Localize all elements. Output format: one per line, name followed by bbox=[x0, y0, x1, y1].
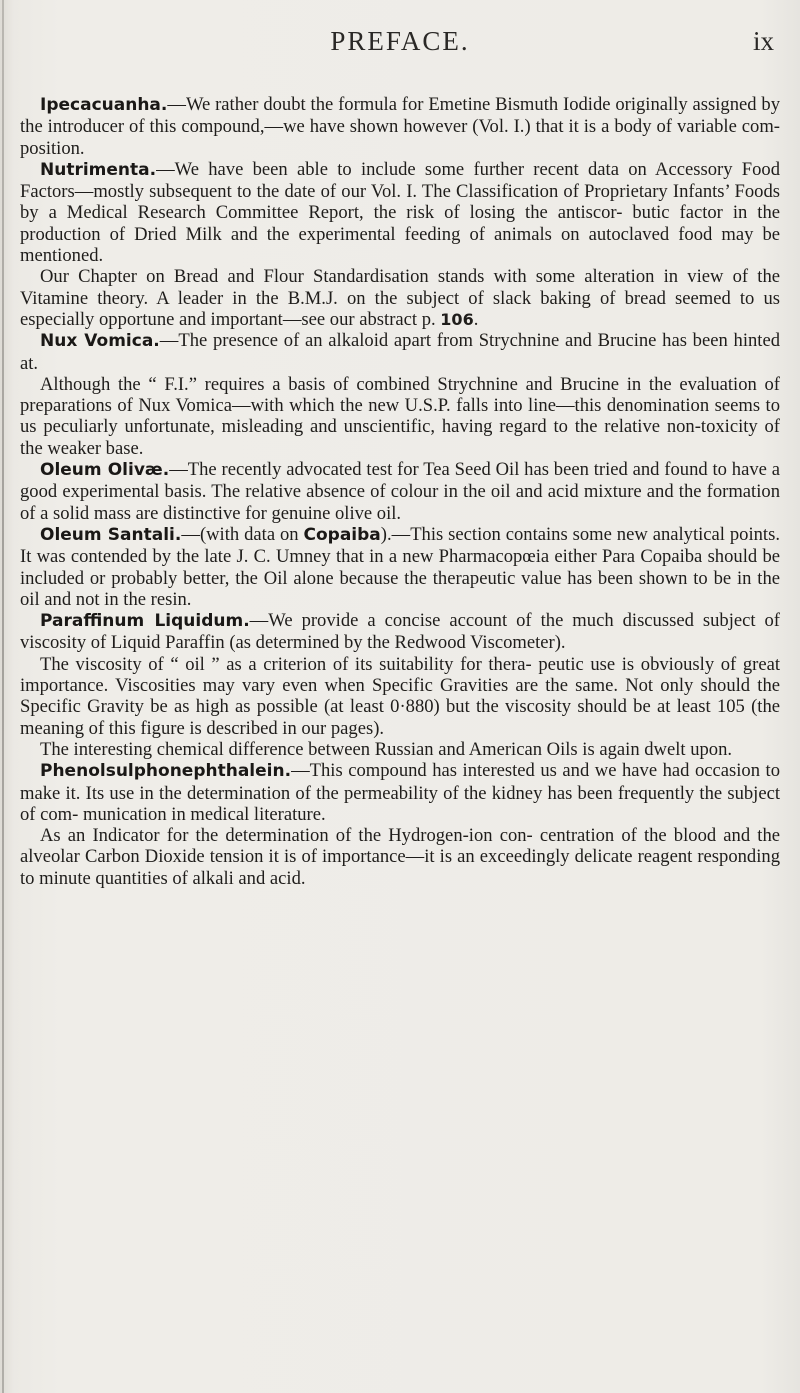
paragraph-text: —The recently advocated test for Tea Seed Oil has been tried and found to have a good experimental basis. The relative absence of colour in the oil and acid mixture and the formation of a solid mass are distinctive for genuine olive oil. bbox=[20, 459, 780, 524]
paragraph-text: Although the “ F.I.” requires a basis of combined Strychnine and Brucine in the evaluation of preparations of Nux Vomica—with which the new U.S.P. falls into line—this denomination seems to us peculiarly unfortunate, misleading and unscientific, having regard to the relative non-toxicity of the weaker base. bbox=[20, 373, 780, 459]
paragraph-text: —We rather doubt the formula for Emetine Bismuth Iodide originally assigned by the introducer of this compound,—we have shown however (Vol. I.) that it is a body of variable com- position. bbox=[20, 94, 780, 159]
paragraph-nutrimenta bbox=[20, 159, 780, 266]
paragraph-text: As an Indicator for the determination of the Hydrogen-ion con- centration of the blood and the alveolar Carbon Dioxide tension it is of importance—it is an exceedingly delicate reagent responding to minute quantities of alkali and acid. bbox=[20, 825, 780, 889]
paragraph-bread-flour bbox=[20, 266, 780, 330]
paragraph-text: The interesting chemical difference between Russian and American Oils is again dwelt upon. bbox=[40, 738, 733, 760]
page-reference: 106 bbox=[440, 309, 474, 329]
section-heading: Paraffinum Liquidum. bbox=[40, 611, 250, 632]
paragraph-text: The viscosity of “ oil ” as a criterion of its suitability for thera- peutic use is obviously of great importance. Viscosities may vary even when Specific Gravities are the same. Not only should the Specific Gravity be as high as possible (at least 0·880) but the viscosity should be at least 105 (the meaning of this figure is described in our pages). bbox=[20, 653, 780, 739]
section-heading: Phenolsulphonephthalein. bbox=[40, 761, 292, 782]
paragraph-oleum-olivae bbox=[20, 459, 780, 524]
paragraph-text: Our Chapter on Bread and Flour Standardisation stands with some alteration in view of the Vitamine theory. A leader in the B.M.J. on the subject of slack baking of bread seemed to us especially opportune and important—see our abstract p. bbox=[20, 266, 780, 330]
inline-heading-copaiba: Copaiba bbox=[303, 524, 381, 545]
page-gutter-edge bbox=[2, 0, 4, 1393]
section-heading: Nutrimenta. bbox=[40, 159, 157, 180]
paragraph-nux-vomica bbox=[20, 330, 780, 374]
page-number: ix bbox=[752, 26, 774, 56]
paragraph-phenolsulphonephthalein bbox=[20, 760, 780, 825]
page-body bbox=[20, 94, 780, 889]
section-heading: Oleum Olivæ. bbox=[40, 460, 170, 481]
running-title: PREFACE. bbox=[330, 26, 470, 56]
paragraph-text: —We have been able to include some further recent data on Accessory Food Factors—mostly subsequent to the date of our Vol. I. The Classification of Proprietary Infants’ Foods by a Medical Research Committee Report, the risk of losing the antiscor- butic factor in the production of Dried Milk and the experimental feeding of animals on autoclaved food may be mentioned. bbox=[20, 158, 780, 267]
paragraph-text: ).—This section contains some new analytical points. It was contended by the late J. C. Umney that in a new Pharmacopœia either Para Copaiba should be included or probably better, the Oil alone because the therapeutic value has been shown to be in the oil and not in the resin. bbox=[20, 523, 780, 610]
paragraph-indicator bbox=[20, 825, 780, 889]
section-heading: Oleum Santali. bbox=[40, 524, 182, 545]
paragraph-ipecacuanha bbox=[20, 94, 780, 159]
paragraph-russian-american-oils bbox=[20, 739, 780, 760]
paragraph-text: —The presence of an alkaloid apart from Strychnine and Brucine has been hinted at. bbox=[20, 330, 780, 374]
paragraph-text-lead: —(with data on bbox=[181, 523, 304, 545]
section-heading: Ipecacuanha. bbox=[40, 95, 168, 115]
paragraph-oleum-santali bbox=[20, 524, 780, 610]
page-header bbox=[0, 26, 800, 66]
section-heading: Nux Vomica. bbox=[40, 331, 160, 352]
paragraph-text: —We provide a concise account of the much discussed subject of viscosity of Liquid Paraffin (as determined by the Redwood Viscometer). bbox=[20, 610, 781, 654]
paragraph-viscosity bbox=[20, 654, 780, 739]
paragraph-text-end: . bbox=[473, 308, 479, 330]
paragraph-paraffinum-liquidum bbox=[20, 610, 780, 654]
paragraph-strychnine-brucine bbox=[20, 374, 780, 459]
paragraph-text: —This compound has interested us and we have had occasion to make it. Its use in the determination of the permeability of the kidney has been frequently the subject of com- munication in medical literature. bbox=[20, 760, 780, 825]
